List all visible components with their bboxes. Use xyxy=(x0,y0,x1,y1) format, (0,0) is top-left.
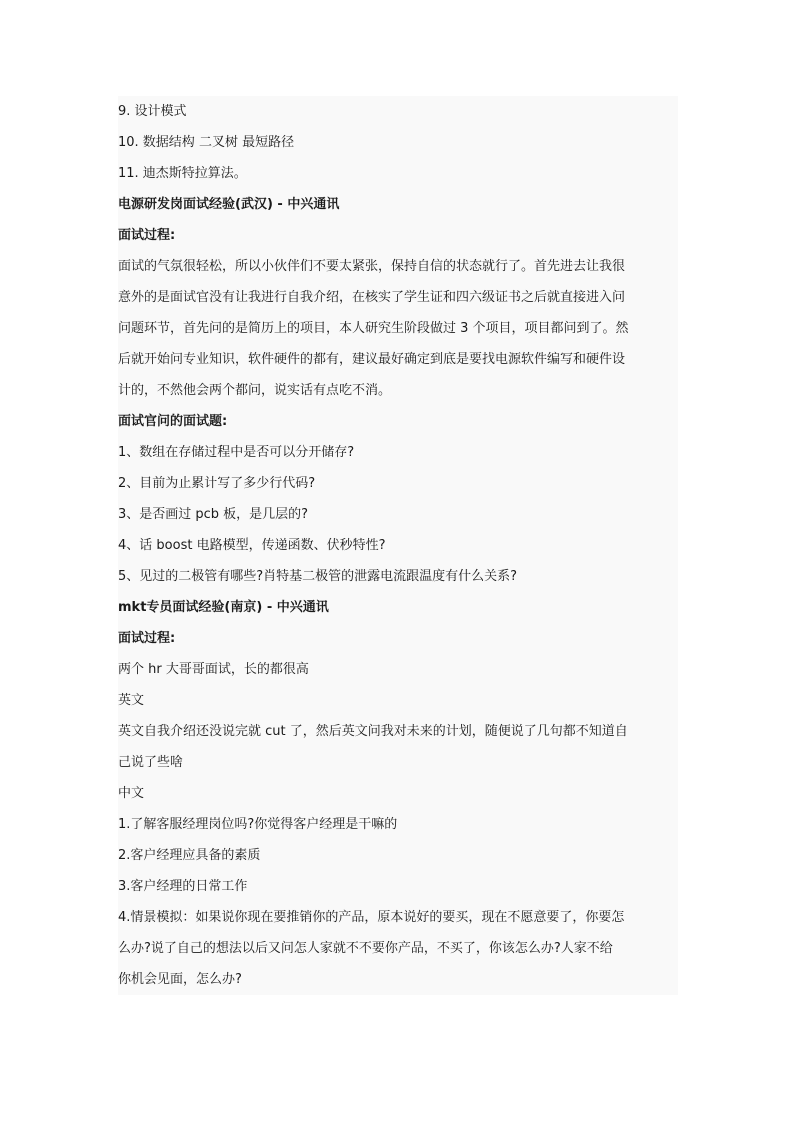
paragraph-line: 么办?说了自己的想法以后又问怎人家就不不要你产品，不买了，你该怎么办?人家不给 xyxy=(118,941,613,956)
paragraph-line: 意外的是面试官没有让我进行自我介绍，在核实了学生证和四六级证书之后就直接进入问 xyxy=(118,290,626,305)
paragraph-line: 你机会见面，怎么办? xyxy=(118,972,242,987)
paragraph-line: 问题环节，首先问的是简历上的项目，本人研究生阶段做过 3 个项目，项目都问到了。然 xyxy=(118,321,629,336)
section-title: mkt专员面试经验(南京) - 中兴通讯 xyxy=(118,600,329,615)
paragraph-line: 后就开始问专业知识，软件硬件的都有，建议最好确定到底是要找电源软件编写和硬件设 xyxy=(118,352,626,367)
paragraph-line: 2.客户经理应具备的素质 xyxy=(118,848,261,863)
section-title: 电源研发岗面试经验(武汉) - 中兴通讯 xyxy=(118,197,340,212)
paragraph-line: 中文 xyxy=(118,786,145,801)
paragraph-line: 4.情景模拟：如果说你现在要推销你的产品，原本说好的要买，现在不愿意要了，你要怎 xyxy=(118,910,625,925)
paragraph-line: 两个 hr 大哥哥面试，长的都很高 xyxy=(118,662,309,677)
document-body xyxy=(118,96,678,995)
paragraph-line: 英文 xyxy=(118,693,145,708)
paragraph-line: 计的，不然他会两个都问，说实话有点吃不消。 xyxy=(118,383,392,398)
process-heading: 面试过程: xyxy=(118,631,176,646)
paragraph-line: 己说了些啥 xyxy=(118,755,184,770)
list-item: 10. 数据结构 二叉树 最短路径 xyxy=(118,135,295,150)
question-item: 3、是否画过 pcb 板，是几层的? xyxy=(118,507,309,522)
question-item: 5、见过的二极管有哪些?肖特基二极管的泄露电流跟温度有什么关系? xyxy=(118,569,518,584)
question-item: 4、话 boost 电路模型，传递函数、伏秒特性? xyxy=(118,538,386,553)
question-item: 1、数组在存储过程中是否可以分开储存? xyxy=(118,445,355,460)
list-item: 9. 设计模式 xyxy=(118,104,187,119)
questions-heading: 面试官问的面试题: xyxy=(118,414,228,429)
paragraph-line: 英文自我介绍还没说完就 cut 了，然后英文问我对未来的计划，随便说了几句都不知道自 xyxy=(118,724,628,739)
paragraph-line: 1.了解客服经理岗位吗?你觉得客户经理是干嘛的 xyxy=(118,817,398,832)
paragraph-line: 3.客户经理的日常工作 xyxy=(118,879,248,894)
paragraph-line: 面试的气氛很轻松，所以小伙伴们不要太紧张，保持自信的状态就行了。首先进去让我很 xyxy=(118,259,626,274)
question-item: 2、目前为止累计写了多少行代码? xyxy=(118,476,316,491)
process-heading: 面试过程: xyxy=(118,228,176,243)
list-item: 11. 迪杰斯特拉算法。 xyxy=(118,166,247,181)
